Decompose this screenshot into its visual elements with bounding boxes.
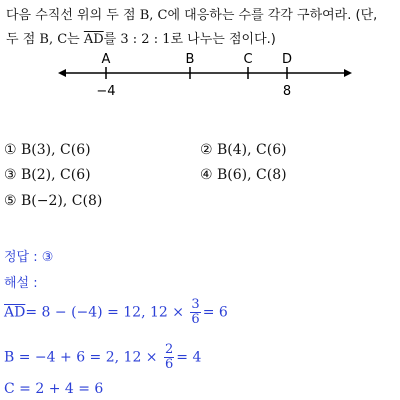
label-a: A: [101, 52, 111, 67]
choice-3[interactable]: ③ B(2), C(6): [4, 167, 91, 183]
choice-2[interactable]: ② B(4), C(6): [200, 142, 287, 158]
answer-value: ③: [41, 250, 54, 265]
value-d: 8: [282, 84, 292, 99]
label-b: B: [185, 52, 195, 67]
question-line-1: 다음 수직선 위의 두 점 B, C에 대응하는 수를 각각 구하여라. (단,: [6, 8, 378, 23]
solution-line-3: C = 2 + 4 = 6: [4, 381, 104, 397]
choice-5[interactable]: ⑤ B(−2), C(8): [4, 193, 103, 209]
choice-4[interactable]: ④ B(6), C(8): [200, 167, 287, 183]
solution-line-2: B = −4 + 6 = 2, 12 × $\frac{2}{6}$ = 4: [4, 342, 202, 372]
solution-line-1: $\overline{AD}= 8 - (-4) = 12$, 12 × $\frac{3}{6}$ = 6: [4, 297, 228, 327]
value-a: −4: [96, 84, 116, 99]
fraction-2-6: $\frac{2}{6}$: [164, 342, 174, 372]
fraction-3-6: $\frac{3}{6}$: [191, 297, 200, 327]
label-d: D: [281, 52, 293, 67]
segment-ad-solution: $\overline{AD}$: [4, 304, 26, 321]
left-arrow-icon: [58, 69, 66, 77]
number-line: [0, 50, 400, 100]
choice-1[interactable]: ① B(3), C(6): [4, 142, 91, 158]
segment-ad: $\overline{AD}$: [83, 32, 104, 47]
question-line-2: 두 점 B, C는 $\overline{AD}$를 3 : 2 : 1로 나누는 점이다.): [6, 32, 276, 47]
right-arrow-icon: [344, 69, 352, 77]
explanation-label: 해설 :: [4, 276, 38, 291]
label-c: C: [243, 52, 253, 67]
answer-line: 정답 : ③: [4, 250, 54, 265]
